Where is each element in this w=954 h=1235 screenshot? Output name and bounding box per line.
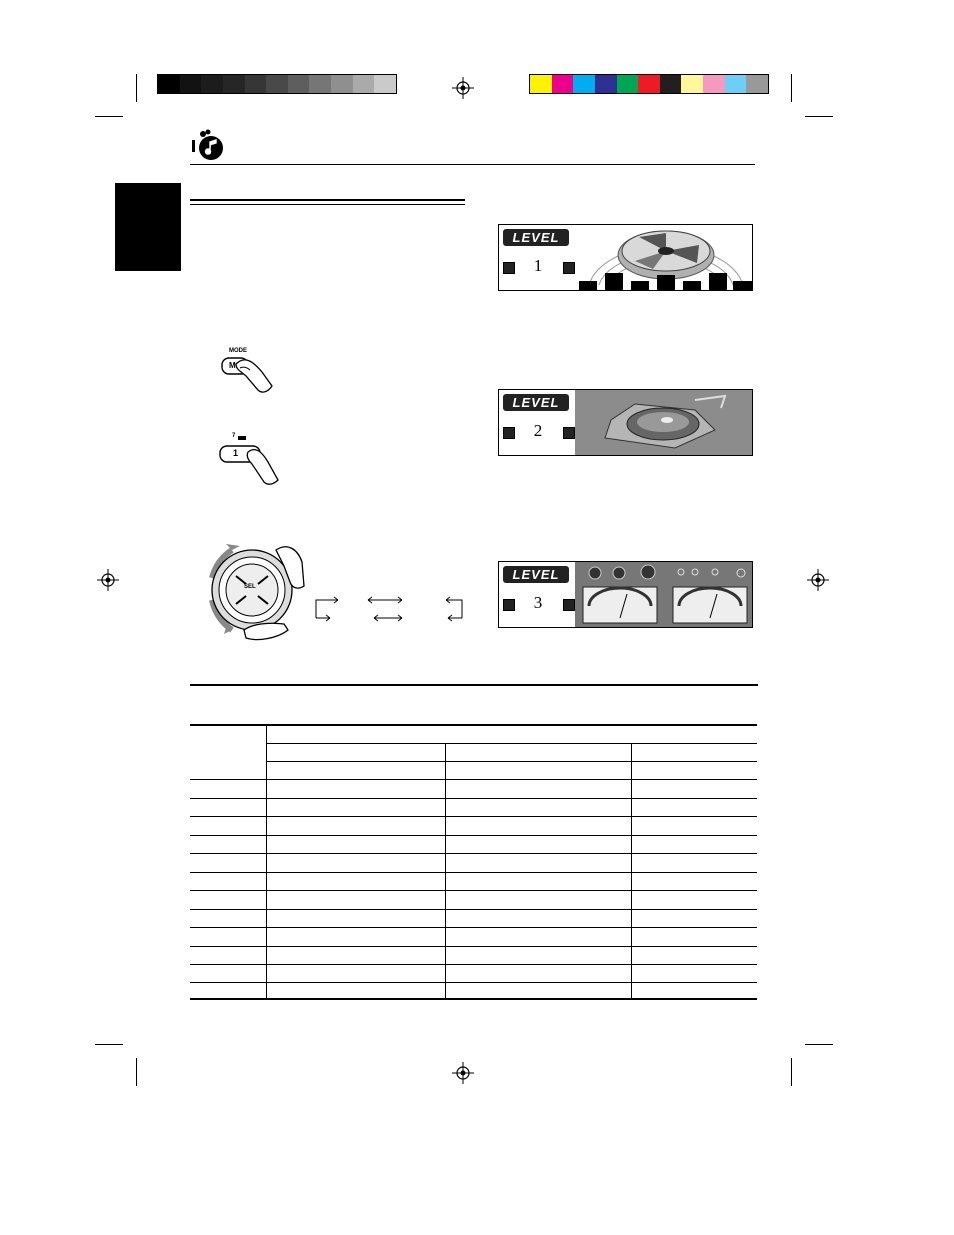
registration-target-icon xyxy=(452,1062,474,1084)
crop-mark xyxy=(95,116,123,117)
level-number: 1 xyxy=(533,256,543,275)
preset-button-illustration xyxy=(218,430,282,486)
registration-target-icon xyxy=(452,77,474,99)
gray-calibration-bar xyxy=(157,74,397,94)
level-display-3 xyxy=(498,561,753,628)
knob-label: SEL xyxy=(244,584,256,590)
color-calibration-bar xyxy=(529,74,769,94)
level-display-2 xyxy=(498,389,753,456)
crop-mark xyxy=(136,74,137,102)
vu-meter-animation-icon xyxy=(575,562,753,628)
settings-table xyxy=(190,724,757,999)
mode-button-key: M xyxy=(229,361,236,370)
level-badge: LEVEL xyxy=(503,229,569,246)
section-rule xyxy=(190,204,465,205)
crop-mark xyxy=(136,1058,137,1086)
level-number: 2 xyxy=(533,421,543,440)
crop-mark xyxy=(805,116,833,117)
disc-animation-icon xyxy=(579,225,753,291)
side-tab xyxy=(115,183,181,271)
music-note-icon xyxy=(190,128,226,162)
crop-mark xyxy=(805,1044,833,1045)
level-badge: LEVEL xyxy=(503,394,569,411)
level-left-icon xyxy=(503,262,515,274)
crop-mark xyxy=(791,1058,792,1086)
cycle-arrows-diagram xyxy=(312,592,468,624)
disc-animation-icon xyxy=(575,390,753,456)
control-knob-illustration xyxy=(198,538,316,648)
level-left-icon xyxy=(503,599,515,611)
registration-target-icon xyxy=(97,569,119,591)
level-right-icon xyxy=(563,599,575,611)
mode-button-label: MODE xyxy=(229,348,247,354)
level-display-1 xyxy=(498,224,753,291)
registration-target-icon xyxy=(807,569,829,591)
preset-button-label: 7 xyxy=(232,433,236,439)
level-right-icon xyxy=(563,427,575,439)
section-rule xyxy=(190,199,465,201)
level-badge: LEVEL xyxy=(503,566,569,583)
crop-mark xyxy=(95,1044,123,1045)
header-rule xyxy=(190,164,755,165)
level-left-icon xyxy=(503,427,515,439)
preset-button-key: 1 xyxy=(233,448,239,458)
table-section-rule xyxy=(190,684,758,686)
mode-button-illustration xyxy=(218,346,278,396)
level-number: 3 xyxy=(533,593,543,612)
crop-mark xyxy=(791,74,792,102)
level-right-icon xyxy=(563,262,575,274)
